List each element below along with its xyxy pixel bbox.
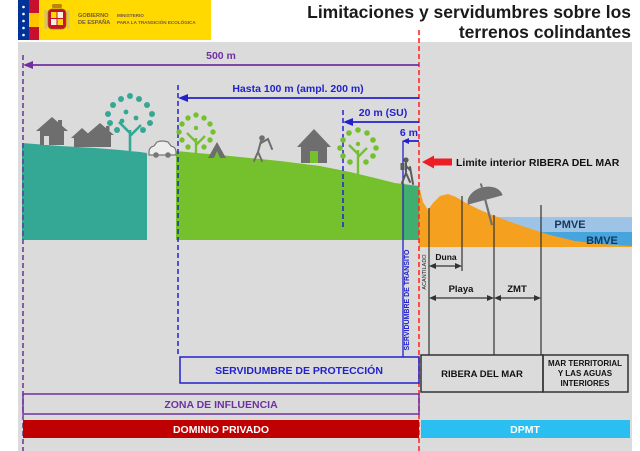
ministerio-label-line2: PARA LA TRANSICIÓN ECOLÓGICA (117, 20, 196, 25)
dpmt-label: DPMT (510, 424, 540, 436)
transito-strip (403, 184, 419, 240)
dominio-privado-label: DOMINIO PRIVADO (172, 424, 270, 436)
gobierno-label-line2: DE ESPAÑA (78, 20, 111, 26)
mar-territorial-label-line2: Y LAS AGUAS (557, 369, 613, 378)
dimension-20m-label: 20 m (SU) (358, 107, 408, 119)
dpmt-bar (421, 420, 630, 438)
limite-interior-label: Limite interior RIBERA DEL MAR (456, 157, 620, 169)
ministerio-label-line1: MINISTERIO (117, 13, 144, 18)
upland-terrain (22, 143, 147, 240)
pmve-label: PMVE (554, 219, 586, 231)
mar-territorial-label-line3: INTERIORES (560, 379, 610, 388)
dimension-500m-label: 500 m (206, 50, 236, 62)
bmve-label: BMVE (586, 235, 618, 247)
zmt-label: ZMT (507, 284, 527, 295)
playa-label: Playa (448, 284, 474, 295)
acantilado-label: ACANTILADO (422, 254, 428, 290)
dimension-6m-label: 6 m (399, 127, 418, 139)
dominio-privado-bar (23, 420, 419, 438)
gov-logo (18, 0, 211, 40)
ribera-label: RIBERA DEL MAR (441, 369, 523, 380)
duna-label: Duna (435, 252, 457, 262)
page-title-line1: Limitaciones y servidumbres sobre los (307, 2, 631, 22)
gobierno-label-line1: GOBIERNO (78, 13, 109, 19)
dimension-100m-label: Hasta 100 m (ampl. 200 m) (232, 83, 364, 95)
mar-territorial-label-line1: MAR TERRITORIAL (547, 359, 623, 368)
proteccion-label: SERVIDUMBRE DE PROTECCIÓN (215, 365, 383, 377)
spain-flag-strip (29, 0, 39, 40)
zona-influencia-label: ZONA DE INFLUENCIA (164, 399, 278, 411)
servidumbre-transito-label: SERVIDUMBRE DE TRÁNSITO (404, 249, 411, 351)
page-title-line2: terrenos colindantes (458, 22, 631, 42)
